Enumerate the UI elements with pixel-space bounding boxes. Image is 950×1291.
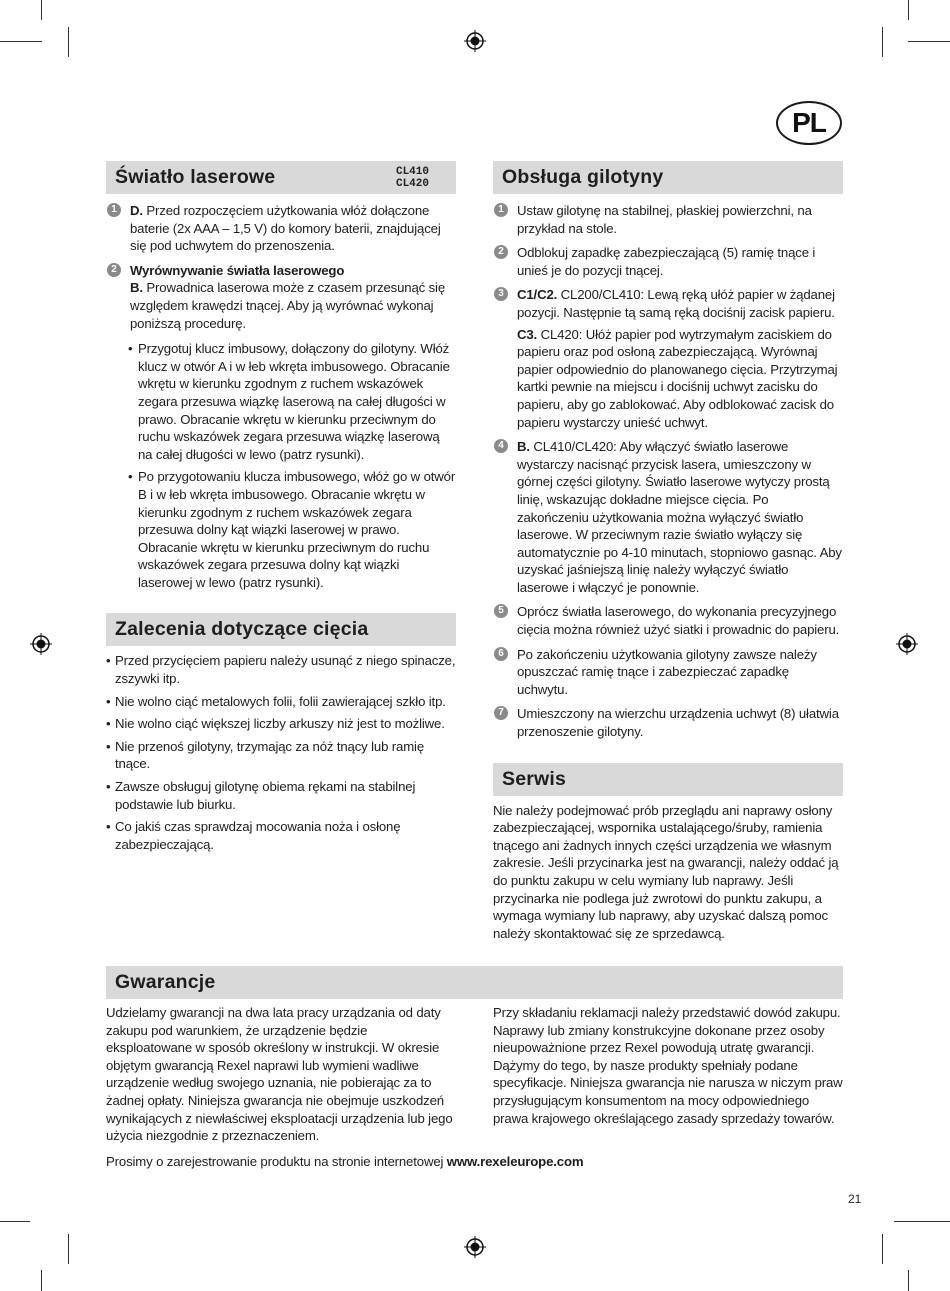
step-lead: C3. (517, 326, 538, 342)
list-item: • Przed przycięciem papieru należy usunąć z niego spinacze, zszywki itp. (106, 653, 456, 687)
cutting-body (106, 652, 456, 853)
step-lead: B. (130, 280, 143, 296)
register-note (106, 1153, 806, 1171)
list-item (493, 202, 843, 237)
step-number: 1 (107, 203, 121, 217)
section-title: Światło laserowe (115, 166, 276, 188)
list-item (493, 286, 843, 431)
registration-mark-icon (464, 30, 486, 52)
crop-mark (894, 1221, 950, 1222)
page-number: 21 (848, 1192, 862, 1206)
bullet-text: Co jakiś czas sprawdzaj mocowania noża i osłonę zabezpieczającą. (115, 819, 401, 852)
registration-mark-icon (30, 633, 52, 655)
step-lead: C1/C2. (517, 287, 558, 303)
step-number: 6 (494, 647, 508, 661)
crop-mark (41, 1270, 42, 1291)
warranty-right-text: Przy składaniu reklamacji należy przedstawić dowód zakupu. Naprawy lub zmiany konstrukcyjne dokonane przez osoby nieupoważnione przez Rexel powodują utratę gwarancji. Dążymy do tego, by nasze produkty spełniały podane specyfikacje. Niniejsza gwarancja nie narusza w niczym praw przysługującym konsumentom na mocy odpowiedniego prawa krajowego określającego zasady sprzedaży towarów. (493, 1005, 843, 1126)
list-item (493, 646, 843, 699)
step-number: 1 (494, 203, 508, 217)
bullet-text: Zawsze obsługuj gilotynę obiema rękami na stabilnej podstawie lub biurku. (115, 779, 416, 812)
crop-mark (908, 0, 909, 20)
crop-mark (908, 1270, 909, 1291)
crop-mark (882, 1234, 883, 1264)
list-item (493, 705, 843, 740)
bullet-text: Przed przycięciem papieru należy usunąć z niego spinacze, zszywki itp. (115, 653, 456, 687)
section-header-warranty (106, 966, 843, 999)
section-header-cutting (106, 613, 456, 646)
crop-mark (882, 27, 883, 57)
list-item: • Nie wolno ciąć metalowych folii, folii zawierającej szkło itp. (106, 693, 446, 709)
step-text: Po zakończeniu użytkowania gilotyny zawsze należy opuszczać ramię tnące i zabezpieczać zapadkę uchwytu. (517, 646, 817, 697)
step-text: Ustaw gilotynę na stabilnej, płaskiej powierzchni, na przykład na stole. (517, 203, 812, 236)
left-column (106, 161, 456, 853)
crop-mark (0, 1221, 30, 1222)
list-item: • Zawsze obsługuj gilotynę obiema rękami na stabilnej podstawie lub biurku. (106, 779, 416, 812)
bullet-text: Nie wolno ciąć metalowych folii, folii zawierającej szkło itp. (115, 693, 446, 709)
register-text: Prosimy o zarejestrowanie produktu na stronie internetowej (106, 1154, 447, 1169)
step-text: Prowadnica laserowa może z czasem przesunąć się względem krawędzi tnącej. Aby ją wyrównać wykonaj poniższą procedurę. (130, 280, 445, 331)
list-item: • Co jakiś czas sprawdzaj mocowania noża i osłonę zabezpieczającą. (106, 819, 401, 852)
step-number: 5 (494, 604, 508, 618)
step-number: 7 (494, 706, 508, 720)
list-item (493, 244, 843, 279)
crop-mark (41, 0, 42, 20)
service-text: Nie należy podejmować prób przeglądu ani naprawy osłony zabezpieczającej, wspornika ustalającego/śruby, ramienia tnącego ani żadnych innych części urządzenia we własnym zakresie. Jeśli przycinarka jest na gwarancji, należy oddać ją do punktu zakupu w celu wymiany lub naprawy. Jeśli przycinarka nie podlega już zwrotowi do punktu zakupu, a wymaga wymiany lub naprawy, aby uzyskać dalszą pomoc należy skontaktować się ze sprzedawcą. (493, 802, 839, 941)
bullet-text: Przygotuj klucz imbusowy, dołączony do gilotyny. Włóż klucz w otwór A i w łeb wkręta imbusowego. Obracanie wkrętu w kierunku zgodnym z ruchem wskazówek zegara przesuwa wiązkę laserową na całej długości w prawo. Obracanie wkrętu w kierunku przeciwnym do ruchu wskazówek zegara przesuwa wiązkę laserową na całej długości w lewo (patrz rysunki). (138, 341, 450, 462)
registration-mark-icon (464, 1236, 486, 1258)
website-link[interactable]: www.rexeleurope.com (446, 1154, 584, 1169)
right-column (493, 161, 843, 942)
model-label: CL410 (395, 166, 429, 178)
bullet-text: Nie wolno ciąć większej liczby arkuszy niż jest to możliwe. (115, 716, 445, 732)
bullet-text: Po przygotowaniu klucza imbusowego, włóż go w otwór B i w łeb wkręta imbusowego. Obracanie wkrętu w kierunku zgodnym z ruchem wskazówek zegara przesuwa dolny kąt wiązki laserowej w prawo. Obracanie wkrętu w kierunku przeciwnym do ruchu wskazówek zegara przesuwa dolny kąt wiązki laserowej w lewo (patrz rysunki). (138, 469, 456, 590)
registration-mark-icon (896, 633, 918, 655)
section-title: Serwis (502, 767, 567, 790)
step-number: 2 (107, 263, 121, 277)
step-number: 4 (494, 439, 508, 453)
step-text: CL200/CL410: Lewą ręką ułóż papier w żądanej pozycji. Następnie tą samą ręką dociśnij zacisk papieru. (517, 287, 835, 320)
list-item: • Nie wolno ciąć większej liczby arkuszy niż jest to możliwe. (106, 716, 445, 732)
section-title: Obsługa gilotyny (502, 166, 664, 188)
step-number: 3 (494, 287, 508, 301)
list-item (106, 262, 456, 332)
list-item (493, 603, 843, 638)
crop-mark (0, 41, 42, 42)
warranty-left-text: Udzielamy gwarancji na dwa lata pracy urządzania od daty zakupu pod warunkiem, że urządzenie będzie eksploatowane w sposób określony w instrukcji. W okresie objętym gwarancją Rexel naprawi lub wymieni wadliwe urządzenie według swojego uznania, nie pobierając za to żadnej opłaty. Niniejsza gwarancja nie obejmuje uszkodzeń wynikających z niewłaściwej eksploatacji urządzenia lub jego użycia niezgodnie z przeznaczeniem. (106, 1005, 453, 1144)
operation-body (493, 202, 843, 741)
crop-mark (68, 1234, 69, 1264)
list-item (493, 438, 843, 596)
laser-body (106, 202, 456, 591)
step-text: CL420: Ułóż papier pod wytrzymałym zaciskiem do papieru oraz pod osłoną zabezpieczającą. Wyrównaj papier odpowiednio do planowanego cięcia. Przytrzymaj kartki pewnie na miejscu i dociśnij uchwyt zacisku do papieru, aby go zablokować. Aby odblokować zacisk do papieru wystarczy unieść uchwyt. (517, 326, 838, 430)
crop-mark (908, 41, 950, 42)
step-text: CL410/CL420: Aby włączyć światło laserowe wystarczy nacisnąć przycisk lasera, umieszczony w górnej części gilotyny. Światło laserowe wytyczy prostą linię, wskazując dokładne miejsce cięcia. Po zakończeniu użytkowania można wyłączyć światło laserowe. W przeciwnym razie światło wyłączy się automatycznie po 4-10 minutach, stopniowo gasnąc. Aby uzyskać jaśniejszą linię należy wyłączyć światło laserowe i włączyć je ponownie. (517, 439, 842, 595)
section-header-laser (106, 161, 456, 194)
model-label: CL420 (395, 178, 429, 190)
model-labels (396, 166, 429, 190)
list-item: • Po przygotowaniu klucza imbusowego, włóż go w otwór B i w łeb wkręta imbusowego. Obracanie wkrętu w kierunku zgodnym z ruchem wskazówek zegara przesuwa dolny kąt wiązki laserowej w prawo. Obracanie wkrętu w kierunku przeciwnym do ruchu wskazówek zegara przesuwa dolny kąt wiązki laserowej w lewo (patrz rysunki). (128, 469, 456, 590)
step-lead: D. (130, 203, 143, 218)
crop-mark (68, 27, 69, 57)
list-item (106, 202, 456, 255)
list-item: • Nie przenoś gilotyny, trzymając za nóż tnący lub ramię tnące. (106, 738, 425, 772)
step-text: Oprócz światła laserowego, do wykonania precyzyjnego cięcia można również użyć siatki i prowadnic do papieru. (517, 604, 840, 638)
step-text: Umieszczony na wierzchu urządzenia uchwyt (8) ułatwia przenoszenie gilotyny. (517, 706, 839, 740)
list-item: • Przygotuj klucz imbusowy, dołączony do gilotyny. Włóż klucz w otwór A i w łeb wkręta imbusowego. Obracanie wkrętu w kierunku zgodnym z ruchem wskazówek zegara przesuwa wiązkę laserową na całej długości w prawo. Obracanie wkrętu w kierunku przeciwnym do ruchu wskazówek zegara przesuwa wiązkę laserową na całej długości w lewo (patrz rysunki). (128, 341, 450, 462)
step-number: 2 (494, 245, 508, 259)
section-title: Zalecenia dotyczące cięcia (115, 618, 369, 641)
step-text: Odblokuj zapadkę zabezpieczającą (5) ramię tnące i unieś je do pozycji tnącej. (517, 245, 816, 278)
section-header-operation (493, 161, 843, 194)
language-badge: PL (776, 101, 842, 145)
step-text: Przed rozpoczęciem użytkowania włóż dołączone baterie (2x AAA – 1,5 V) do komory baterii, znajdującej się pod uchwytem do przenoszenia. (130, 203, 441, 254)
bullet-text: Nie przenoś gilotyny, trzymając za nóż tnący lub ramię tnące. (115, 738, 425, 772)
section-title: Gwarancje (115, 971, 216, 993)
step-heading: Wyrównywanie światła laserowego (130, 262, 345, 278)
step-lead: B. (517, 439, 530, 455)
section-header-service (493, 763, 843, 796)
